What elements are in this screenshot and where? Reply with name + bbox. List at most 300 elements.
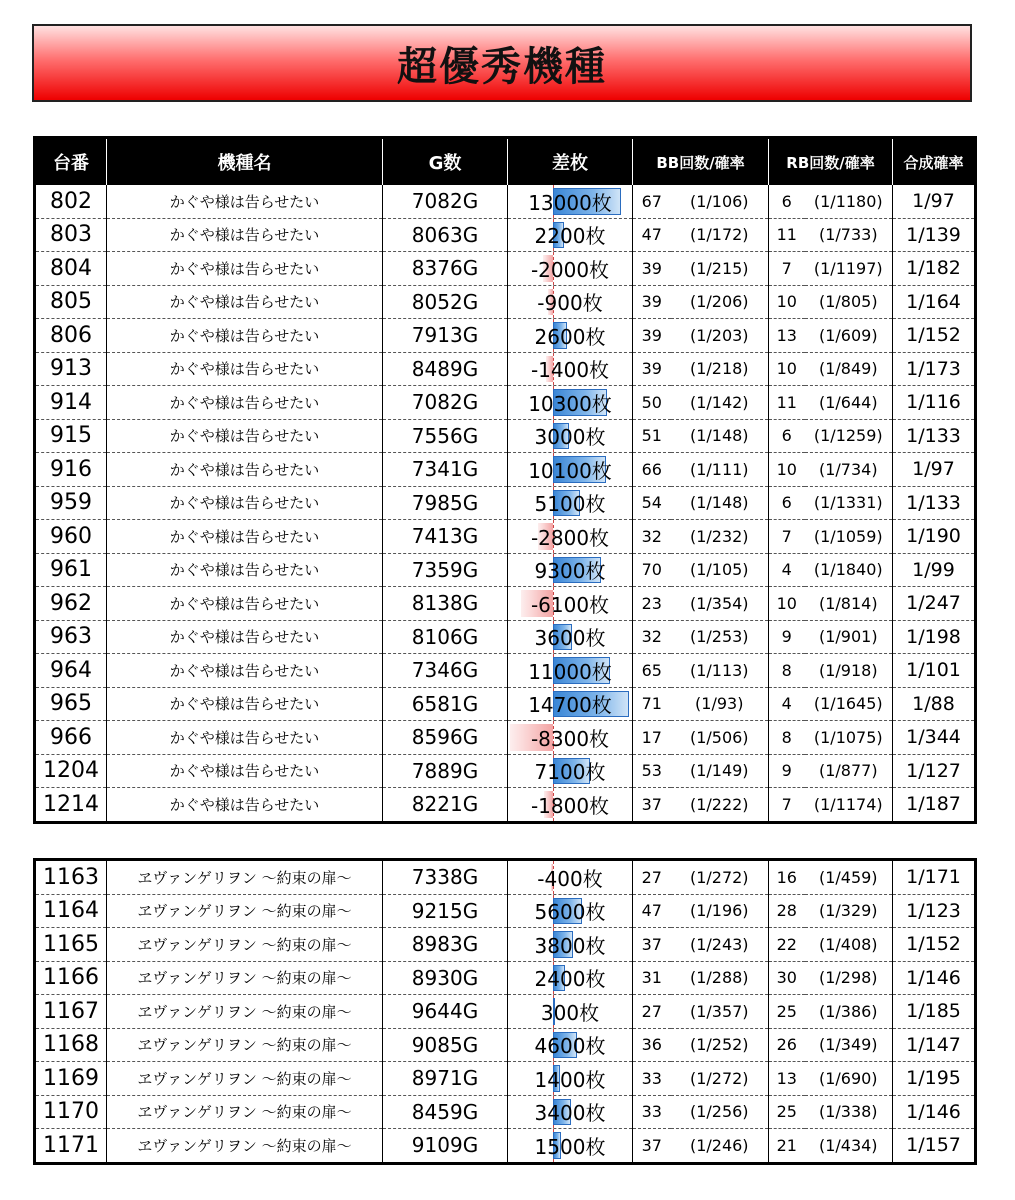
bb-prob-cell: (1/218) — [671, 352, 769, 386]
unit-number-cell: 962 — [35, 587, 107, 621]
rb-prob-cell: (1/329) — [805, 894, 893, 928]
diff-cell — [508, 1062, 633, 1096]
combined-prob-cell: 1/195 — [893, 1062, 976, 1096]
combined-prob-cell: 1/152 — [893, 319, 976, 353]
diff-value: -6100枚 — [530, 592, 610, 617]
games-cell: 8221G — [383, 788, 508, 823]
diff-value: -2800枚 — [530, 525, 610, 550]
rb-prob-cell: (1/1840) — [805, 553, 893, 587]
table-row — [35, 185, 976, 218]
model-name-cell: かぐや様は告らせたい — [107, 252, 383, 286]
diff-value: -8300枚 — [530, 726, 610, 751]
combined-prob-cell: 1/139 — [893, 218, 976, 252]
diff-cell — [508, 587, 633, 621]
unit-number-cell: 803 — [35, 218, 107, 252]
bb-prob-cell: (1/215) — [671, 252, 769, 286]
page-title: 超優秀機種 — [397, 43, 607, 90]
rb-prob-cell: (1/849) — [805, 352, 893, 386]
games-cell: 7889G — [383, 754, 508, 788]
diff-cell — [508, 553, 633, 587]
model-name-cell: ヱヴァンゲリヲン ～約束の扉～ — [107, 860, 383, 895]
diff-value: -1400枚 — [530, 358, 610, 383]
combined-prob-cell: 1/127 — [893, 754, 976, 788]
games-cell: 7913G — [383, 319, 508, 353]
rb-count-cell: 7 — [769, 520, 805, 554]
diff-cell — [508, 860, 633, 895]
table-row — [35, 587, 976, 621]
bb-prob-cell: (1/148) — [671, 419, 769, 453]
bb-prob-cell: (1/148) — [671, 486, 769, 520]
rb-prob-cell: (1/901) — [805, 620, 893, 654]
model-name-cell: かぐや様は告らせたい — [107, 788, 383, 823]
diff-cell — [508, 788, 633, 823]
bb-prob-cell: (1/206) — [671, 285, 769, 319]
bb-prob-cell: (1/149) — [671, 754, 769, 788]
table-row — [35, 553, 976, 587]
model-name-cell: かぐや様は告らせたい — [107, 486, 383, 520]
rb-count-cell: 8 — [769, 654, 805, 688]
games-cell: 7985G — [383, 486, 508, 520]
bb-count-cell: 47 — [633, 894, 671, 928]
diff-value: 13000枚 — [528, 190, 612, 215]
model-name-cell: ヱヴァンゲリヲン ～約束の扉～ — [107, 1095, 383, 1129]
unit-number-cell: 806 — [35, 319, 107, 353]
diff-value: 1400枚 — [534, 1067, 606, 1092]
rb-prob-cell: (1/459) — [805, 860, 893, 895]
rb-count-cell: 4 — [769, 553, 805, 587]
rb-prob-cell: (1/408) — [805, 928, 893, 962]
unit-number-cell: 960 — [35, 520, 107, 554]
bb-count-cell: 65 — [633, 654, 671, 688]
model-name-cell: かぐや様は告らせたい — [107, 553, 383, 587]
table-row — [35, 252, 976, 286]
combined-prob-cell: 1/185 — [893, 995, 976, 1029]
rb-prob-cell: (1/1197) — [805, 252, 893, 286]
bb-count-cell: 33 — [633, 1062, 671, 1096]
games-cell: 8052G — [383, 285, 508, 319]
diff-value: 3600枚 — [534, 626, 606, 651]
table-row — [35, 687, 976, 721]
header-model: 機種名 — [107, 138, 383, 186]
model-name-cell: かぐや様は告らせたい — [107, 285, 383, 319]
bb-prob-cell: (1/105) — [671, 553, 769, 587]
model-name-cell: ヱヴァンゲリヲン ～約束の扉～ — [107, 1028, 383, 1062]
rb-prob-cell: (1/1059) — [805, 520, 893, 554]
bb-count-cell: 66 — [633, 453, 671, 487]
bb-count-cell: 37 — [633, 788, 671, 823]
table-body — [35, 860, 976, 1164]
rb-count-cell: 7 — [769, 788, 805, 823]
rb-count-cell: 26 — [769, 1028, 805, 1062]
table-row — [35, 486, 976, 520]
games-cell: 7082G — [383, 185, 508, 218]
diff-cell — [508, 687, 633, 721]
model-name-cell: かぐや様は告らせたい — [107, 352, 383, 386]
combined-prob-cell: 1/97 — [893, 185, 976, 218]
bb-count-cell: 67 — [633, 185, 671, 218]
games-cell: 8138G — [383, 587, 508, 621]
model-name-cell: かぐや様は告らせたい — [107, 386, 383, 420]
diff-value: 5100枚 — [534, 492, 606, 517]
rb-count-cell: 21 — [769, 1129, 805, 1164]
table-row — [35, 995, 976, 1029]
diff-value: 3400枚 — [534, 1101, 606, 1126]
table-row — [35, 1062, 976, 1096]
bb-prob-cell: (1/272) — [671, 1062, 769, 1096]
combined-prob-cell: 1/101 — [893, 654, 976, 688]
rb-prob-cell: (1/734) — [805, 453, 893, 487]
model-name-cell: かぐや様は告らせたい — [107, 721, 383, 755]
unit-number-cell: 1167 — [35, 995, 107, 1029]
combined-prob-cell: 1/164 — [893, 285, 976, 319]
rb-count-cell: 13 — [769, 1062, 805, 1096]
games-cell: 8596G — [383, 721, 508, 755]
rb-prob-cell: (1/733) — [805, 218, 893, 252]
combined-prob-cell: 1/173 — [893, 352, 976, 386]
unit-number-cell: 1166 — [35, 961, 107, 995]
bb-count-cell: 71 — [633, 687, 671, 721]
rb-prob-cell: (1/1174) — [813, 794, 883, 814]
combined-prob-cell: 1/99 — [893, 553, 976, 587]
table-row — [35, 620, 976, 654]
model-name-cell: ヱヴァンゲリヲン ～約束の扉～ — [107, 961, 383, 995]
combined-prob-cell: 1/344 — [893, 721, 976, 755]
unit-number-cell: 916 — [35, 453, 107, 487]
model-name-cell: ヱヴァンゲリヲン ～約束の扉～ — [107, 894, 383, 928]
unit-number-cell: 1204 — [35, 754, 107, 788]
header-combined: 合成確率 — [893, 138, 976, 186]
table-row — [35, 1028, 976, 1062]
diff-value: 3000枚 — [534, 425, 606, 450]
table-row — [35, 1129, 976, 1164]
header-unit: 台番 — [35, 138, 107, 186]
games-cell: 9109G — [383, 1129, 508, 1164]
unit-number-cell: 1168 — [35, 1028, 107, 1062]
bb-prob-cell: (1/93) — [671, 687, 769, 721]
unit-number-cell: 1164 — [35, 894, 107, 928]
rb-prob-cell: (1/338) — [805, 1095, 893, 1129]
games-cell: 8063G — [383, 218, 508, 252]
bb-count-cell: 39 — [633, 285, 671, 319]
diff-value: 14700枚 — [528, 693, 612, 718]
diff-value: 2600枚 — [534, 324, 606, 349]
diff-value: 9300枚 — [534, 559, 606, 584]
diff-value: 1500枚 — [534, 1134, 606, 1159]
results-table-kaguya — [33, 136, 977, 824]
table-row — [35, 928, 976, 962]
bb-prob-cell: (1/256) — [671, 1095, 769, 1129]
table-row — [35, 319, 976, 353]
table-header-row — [35, 138, 976, 186]
rb-count-cell: 25 — [769, 1095, 805, 1129]
diff-value: -400枚 — [537, 866, 603, 891]
diff-value: 4600枚 — [534, 1034, 606, 1059]
combined-prob-cell: 1/157 — [893, 1129, 976, 1164]
rb-count-cell: 30 — [769, 961, 805, 995]
rb-prob-cell: (1/1645) — [805, 687, 893, 721]
unit-number-cell: 959 — [35, 486, 107, 520]
games-cell: 7338G — [383, 860, 508, 895]
rb-count-cell: 22 — [769, 928, 805, 962]
unit-number-cell: 1163 — [35, 860, 107, 895]
games-cell: 9215G — [383, 894, 508, 928]
games-cell: 7082G — [383, 386, 508, 420]
header-games: G数 — [383, 138, 508, 186]
bb-count-cell: 17 — [633, 721, 671, 755]
combined-prob-cell: 1/187 — [893, 788, 976, 823]
model-name-cell: かぐや様は告らせたい — [107, 754, 383, 788]
table-row — [35, 218, 976, 252]
rb-count-cell: 8 — [769, 721, 805, 755]
rb-count-cell: 10 — [769, 352, 805, 386]
diff-value: 3800枚 — [534, 933, 606, 958]
combined-prob-cell: 1/97 — [893, 453, 976, 487]
rb-count-cell: 13 — [769, 319, 805, 353]
diff-cell — [508, 386, 633, 420]
games-cell: 8376G — [383, 252, 508, 286]
table-row — [35, 419, 976, 453]
diff-cell — [508, 894, 633, 928]
rb-count-cell: 10 — [769, 285, 805, 319]
unit-number-cell: 914 — [35, 386, 107, 420]
rb-prob-cell: (1/1259) — [805, 419, 893, 453]
rb-count-cell: 11 — [769, 218, 805, 252]
diff-cell — [508, 1095, 633, 1129]
bb-prob-cell: (1/113) — [671, 654, 769, 688]
diff-cell — [508, 185, 633, 218]
games-cell: 8489G — [383, 352, 508, 386]
rb-count-cell: 25 — [769, 995, 805, 1029]
model-name-cell: かぐや様は告らせたい — [107, 453, 383, 487]
unit-number-cell: 804 — [35, 252, 107, 286]
rb-count-cell: 10 — [769, 453, 805, 487]
rb-count-cell: 9 — [769, 620, 805, 654]
combined-prob-cell: 1/190 — [893, 520, 976, 554]
title-banner — [32, 24, 972, 102]
bb-count-cell: 39 — [633, 252, 671, 286]
games-cell: 7413G — [383, 520, 508, 554]
model-name-cell: かぐや様は告らせたい — [107, 520, 383, 554]
bb-prob-cell: (1/172) — [671, 218, 769, 252]
rb-prob-cell: (1/349) — [805, 1028, 893, 1062]
header-diff: 差枚 — [508, 138, 633, 186]
model-name-cell: ヱヴァンゲリヲン ～約束の扉～ — [107, 928, 383, 962]
games-cell: 7346G — [383, 654, 508, 688]
model-name-cell: かぐや様は告らせたい — [107, 319, 383, 353]
diff-value: 5600枚 — [534, 900, 606, 925]
model-name-cell: かぐや様は告らせたい — [107, 687, 383, 721]
rb-prob-cell: (1/1180) — [805, 185, 893, 218]
bb-count-cell: 23 — [633, 587, 671, 621]
diff-cell — [508, 928, 633, 962]
rb-prob-cell: (1/918) — [805, 654, 893, 688]
combined-prob-cell: 1/116 — [893, 386, 976, 420]
games-cell: 8459G — [383, 1095, 508, 1129]
diff-cell — [508, 453, 633, 487]
model-name-cell: かぐや様は告らせたい — [107, 419, 383, 453]
rb-count-cell: 6 — [769, 419, 805, 453]
rb-count-cell: 7 — [769, 252, 805, 286]
bb-count-cell: 39 — [633, 319, 671, 353]
bb-prob-cell: (1/196) — [671, 894, 769, 928]
diff-value: 11000枚 — [528, 659, 612, 684]
table-row — [35, 352, 976, 386]
rb-count-cell: 11 — [769, 386, 805, 420]
table-row — [35, 654, 976, 688]
model-name-cell: ヱヴァンゲリヲン ～約束の扉～ — [107, 995, 383, 1029]
rb-prob-cell: (1/434) — [818, 1135, 878, 1155]
rb-prob-cell: (1/386) — [805, 995, 893, 1029]
model-name-cell: ヱヴァンゲリヲン ～約束の扉～ — [107, 1129, 383, 1164]
bb-count-cell: 47 — [633, 218, 671, 252]
table-row — [35, 788, 976, 823]
table-row — [35, 721, 976, 755]
model-name-cell: かぐや様は告らせたい — [107, 587, 383, 621]
games-cell: 8971G — [383, 1062, 508, 1096]
bb-count-cell: 53 — [633, 754, 671, 788]
combined-prob-cell: 1/247 — [893, 587, 976, 621]
bb-prob-cell: (1/246) — [689, 1135, 749, 1155]
bb-prob-cell: (1/142) — [671, 386, 769, 420]
model-name-cell: かぐや様は告らせたい — [107, 620, 383, 654]
diff-value: 300枚 — [540, 1000, 600, 1025]
header-rb: RB回数/確率 — [769, 138, 893, 186]
unit-number-cell: 1165 — [35, 928, 107, 962]
rb-count-cell: 16 — [769, 860, 805, 895]
table-row — [35, 894, 976, 928]
diff-cell — [508, 721, 633, 755]
table-row — [35, 961, 976, 995]
diff-cell — [508, 620, 633, 654]
diff-value: 2400枚 — [534, 967, 606, 992]
diff-value: -1800枚 — [530, 793, 610, 818]
bb-count-cell: 54 — [633, 486, 671, 520]
unit-number-cell: 966 — [35, 721, 107, 755]
table-body — [35, 185, 976, 822]
table-row — [35, 453, 976, 487]
games-cell: 6581G — [383, 687, 508, 721]
table-row — [35, 520, 976, 554]
rb-prob-cell: (1/690) — [805, 1062, 893, 1096]
combined-prob-cell: 1/123 — [893, 894, 976, 928]
rb-count-cell: 10 — [769, 587, 805, 621]
bb-count-cell: 31 — [633, 961, 671, 995]
rb-prob-cell: (1/1331) — [805, 486, 893, 520]
games-cell: 8983G — [383, 928, 508, 962]
diff-cell — [508, 319, 633, 353]
diff-cell — [508, 754, 633, 788]
combined-prob-cell: 1/171 — [893, 860, 976, 895]
bb-prob-cell: (1/106) — [671, 185, 769, 218]
rb-count-cell: 4 — [769, 687, 805, 721]
unit-number-cell: 802 — [35, 185, 107, 218]
bb-count-cell: 37 — [633, 1129, 671, 1164]
bb-prob-cell: (1/354) — [671, 587, 769, 621]
combined-prob-cell: 1/146 — [893, 1095, 976, 1129]
diff-cell — [508, 352, 633, 386]
unit-number-cell: 964 — [35, 654, 107, 688]
table-row — [35, 1095, 976, 1129]
bb-prob-cell: (1/506) — [671, 721, 769, 755]
rb-prob-cell: (1/805) — [805, 285, 893, 319]
diff-cell — [508, 419, 633, 453]
bb-count-cell: 32 — [633, 520, 671, 554]
unit-number-cell: 805 — [35, 285, 107, 319]
rb-prob-cell: (1/644) — [805, 386, 893, 420]
combined-prob-cell: 1/198 — [893, 620, 976, 654]
bb-prob-cell: (1/272) — [671, 860, 769, 895]
diff-cell — [508, 520, 633, 554]
model-name-cell: かぐや様は告らせたい — [107, 654, 383, 688]
combined-prob-cell: 1/147 — [893, 1028, 976, 1062]
combined-prob-cell: 1/146 — [893, 961, 976, 995]
diff-cell — [508, 654, 633, 688]
rb-count-cell: 28 — [769, 894, 805, 928]
diff-cell — [508, 1028, 633, 1062]
model-name-cell: かぐや様は告らせたい — [107, 185, 383, 218]
bb-count-cell: 70 — [633, 553, 671, 587]
bb-count-cell: 27 — [633, 995, 671, 1029]
diff-value: 10300枚 — [528, 391, 612, 416]
unit-number-cell: 1214 — [43, 791, 99, 817]
bb-count-cell: 50 — [633, 386, 671, 420]
games-cell: 7556G — [383, 419, 508, 453]
unit-number-cell: 961 — [35, 553, 107, 587]
diff-value: 7100枚 — [534, 760, 606, 785]
rb-prob-cell: (1/877) — [805, 754, 893, 788]
rb-count-cell: 6 — [769, 185, 805, 218]
unit-number-cell: 1171 — [43, 1132, 99, 1158]
diff-cell — [508, 961, 633, 995]
rb-prob-cell: (1/1075) — [805, 721, 893, 755]
bb-prob-cell: (1/243) — [671, 928, 769, 962]
bb-prob-cell: (1/232) — [671, 520, 769, 554]
diff-cell — [508, 285, 633, 319]
games-cell: 9085G — [383, 1028, 508, 1062]
rb-count-cell: 6 — [769, 486, 805, 520]
table-row — [35, 754, 976, 788]
combined-prob-cell: 1/88 — [893, 687, 976, 721]
diff-cell — [508, 252, 633, 286]
unit-number-cell: 1169 — [35, 1062, 107, 1096]
bb-count-cell: 37 — [633, 928, 671, 962]
header-bb: BB回数/確率 — [633, 138, 769, 186]
diff-value: -2000枚 — [530, 257, 610, 282]
games-cell: 8930G — [383, 961, 508, 995]
bb-prob-cell: (1/111) — [671, 453, 769, 487]
rb-prob-cell: (1/814) — [805, 587, 893, 621]
unit-number-cell: 913 — [35, 352, 107, 386]
combined-prob-cell: 1/152 — [893, 928, 976, 962]
combined-prob-cell: 1/182 — [893, 252, 976, 286]
bb-count-cell: 36 — [633, 1028, 671, 1062]
bb-prob-cell: (1/203) — [671, 319, 769, 353]
model-name-cell: ヱヴァンゲリヲン ～約束の扉～ — [107, 1062, 383, 1096]
diff-cell — [508, 995, 633, 1029]
rb-count-cell: 9 — [769, 754, 805, 788]
bb-prob-cell: (1/253) — [671, 620, 769, 654]
diff-value: -900枚 — [537, 291, 603, 316]
bb-count-cell: 51 — [633, 419, 671, 453]
combined-prob-cell: 1/133 — [893, 486, 976, 520]
bb-prob-cell: (1/288) — [671, 961, 769, 995]
games-cell: 8106G — [383, 620, 508, 654]
bb-prob-cell: (1/252) — [671, 1028, 769, 1062]
bb-prob-cell: (1/357) — [671, 995, 769, 1029]
bb-count-cell: 32 — [633, 620, 671, 654]
diff-cell — [508, 486, 633, 520]
table-row — [35, 860, 976, 895]
